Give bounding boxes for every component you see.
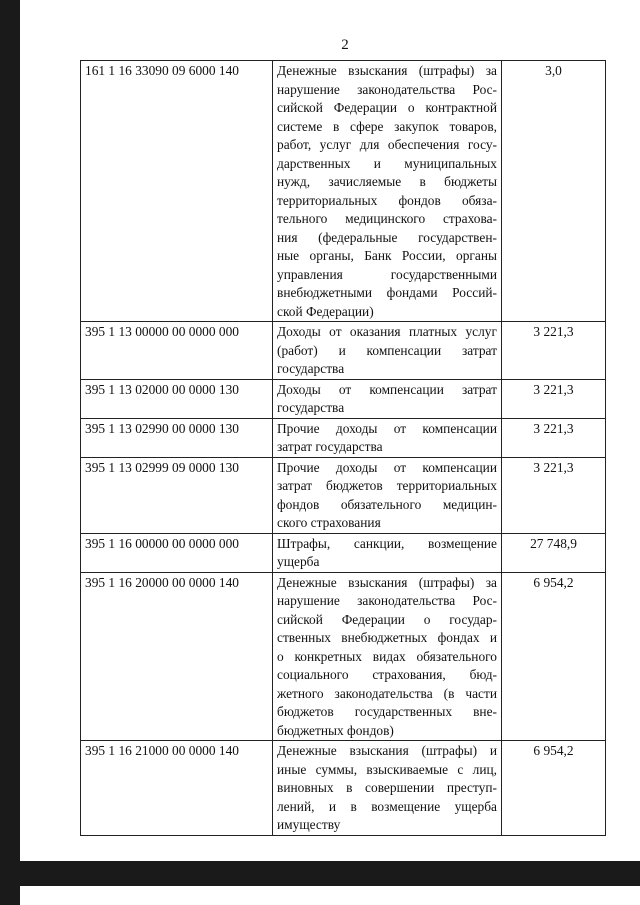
revenue-description — [273, 418, 502, 457]
description-line: ственных внебюджетных фондах и — [277, 630, 497, 645]
description-line: социального страхования, бюд- — [277, 667, 497, 682]
revenue-description — [273, 322, 502, 380]
amount-value: 3 221,3 — [502, 322, 606, 380]
description-line: Прочие доходы от компенсации — [277, 459, 497, 475]
table-row — [81, 741, 606, 836]
budget-classification-code: 395 1 13 02990 00 0000 130 — [81, 418, 273, 457]
amount-value: 27 748,9 — [502, 533, 606, 572]
description-line: нарушение законодательства Рос- — [277, 81, 497, 97]
description-line: Доходы от оказания платных услуг — [277, 324, 497, 339]
budget-classification-code: 395 1 13 02999 09 0000 130 — [81, 457, 273, 533]
revenue-description — [273, 457, 502, 533]
revenue-description — [273, 741, 502, 836]
description-line: Штрафы, санкции, возмещение — [277, 535, 497, 551]
description-line: затрат государства — [277, 439, 383, 454]
amount-value: 3,0 — [502, 61, 606, 322]
budget-classification-code: 395 1 13 00000 00 0000 000 — [81, 322, 273, 380]
description-line: территориальных фондов обяза- — [277, 192, 497, 208]
budget-classification-code: 161 1 16 33090 09 6000 140 — [81, 61, 273, 322]
description-line: ской Федерации) — [277, 303, 374, 319]
description-line: о конкретных видах обязательного — [277, 648, 497, 664]
revenue-description — [273, 379, 502, 418]
description-line: сийской Федерации о контрактной — [277, 100, 497, 115]
description-line: имуществу — [277, 817, 341, 832]
description-line: лений, и в возмещение ущерба — [277, 798, 497, 814]
description-line: сийской Федерации о государ- — [277, 611, 497, 627]
description-line: затрат бюджетов территориальных — [277, 478, 497, 493]
revenue-table — [80, 60, 606, 836]
table-row — [81, 322, 606, 380]
revenue-description — [273, 572, 502, 741]
revenue-description — [273, 61, 502, 322]
description-line: системе в сфере закупок товаров, — [277, 118, 497, 134]
description-line: жетного законодательства (в части — [277, 685, 497, 701]
description-line: иные суммы, взыскиваемые с лиц, — [277, 761, 497, 777]
description-line: внебюджетными фондами Россий- — [277, 285, 497, 300]
description-line: государства — [277, 361, 345, 376]
description-line: государства — [277, 400, 345, 415]
budget-classification-code: 395 1 13 02000 00 0000 130 — [81, 379, 273, 418]
amount-value: 6 954,2 — [502, 572, 606, 741]
description-line: дарственных и муниципальных — [277, 155, 497, 171]
description-line: нарушение законодательства Рос- — [277, 593, 497, 608]
description-line: ные органы, Банк России, органы — [277, 248, 497, 263]
description-line: Прочие доходы от компенсации — [277, 420, 497, 436]
description-line: ского страхования — [277, 515, 381, 530]
table-row — [81, 572, 606, 741]
description-line: фондов обязательного медицин- — [277, 496, 497, 512]
table-row — [81, 379, 606, 418]
table-row — [81, 457, 606, 533]
revenue-table-body — [81, 61, 606, 836]
description-line: ущерба — [277, 554, 320, 569]
amount-value: 3 221,3 — [502, 379, 606, 418]
description-line: Денежные взыскания (штрафы) за — [277, 63, 497, 78]
description-line: управления государственными — [277, 266, 497, 282]
description-line: (работ) и компенсации затрат — [277, 342, 497, 358]
amount-value: 6 954,2 — [502, 741, 606, 836]
budget-classification-code: 395 1 16 21000 00 0000 140 — [81, 741, 273, 836]
budget-classification-code: 395 1 16 20000 00 0000 140 — [81, 572, 273, 741]
description-line: работ, услуг для обеспечения госу- — [277, 137, 497, 152]
scan-bottom-edge — [0, 861, 640, 886]
description-line: Доходы от компенсации затрат — [277, 381, 497, 397]
table-row — [81, 533, 606, 572]
description-line: ния (федеральные государствен- — [277, 229, 497, 245]
amount-value: 3 221,3 — [502, 457, 606, 533]
description-line: бюджетных фондов) — [277, 722, 394, 738]
amount-value: 3 221,3 — [502, 418, 606, 457]
table-row — [81, 61, 606, 322]
description-line: Денежные взыскания (штрафы) за — [277, 574, 497, 590]
description-line: нужд, зачисляемые в бюджеты — [277, 174, 497, 189]
description-line: виновных в совершении преступ- — [277, 780, 497, 795]
page-number: 2 — [341, 37, 349, 53]
budget-classification-code: 395 1 16 00000 00 0000 000 — [81, 533, 273, 572]
scan-left-edge — [0, 0, 20, 905]
table-row — [81, 418, 606, 457]
description-line: бюджетов государственных вне- — [277, 704, 497, 719]
description-line: тельного медицинского страхова- — [277, 211, 497, 226]
description-line: Денежные взыскания (штрафы) и — [277, 743, 497, 758]
revenue-description — [273, 533, 502, 572]
